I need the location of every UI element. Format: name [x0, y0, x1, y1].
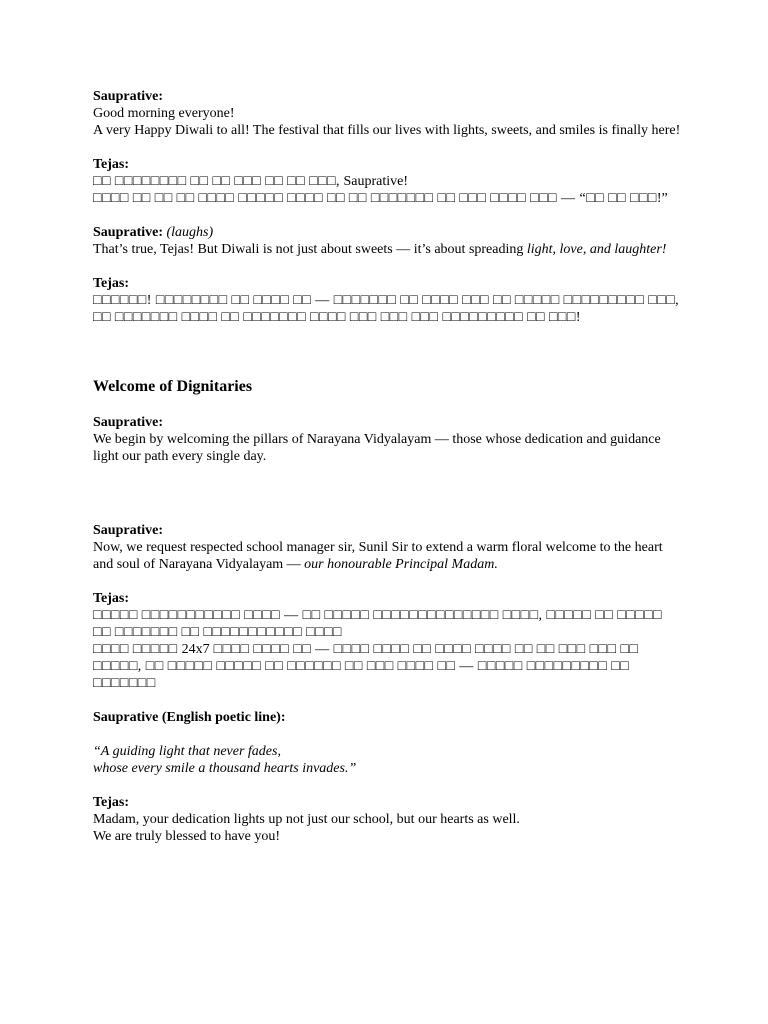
dialogue-line: Madam, your dedication lights up not just our school, but our hearts as well. — [93, 812, 520, 827]
document-body — [93, 88, 681, 862]
speaker-name: Sauprative (English poetic line): — [93, 710, 286, 725]
speaker-name: Sauprative: — [93, 415, 163, 430]
number-text: 24x7 — [181, 642, 210, 657]
dialogue-text: Now, we request respected school manager sir, Sunil Sir to extend a warm floral welcome to the heart and soul of Narayana Vidyalayam — — [93, 540, 663, 572]
emphasis-text: our honourable Principal Madam. — [304, 557, 498, 572]
dialogue-line — [93, 190, 681, 207]
hindi-text: □□□□ □□□□□ — [93, 642, 182, 657]
emphasis-text: □□□□□ □□□□□□□□□ □□ □□□□□□□ — [93, 659, 630, 691]
speaker-name: Sauprative: — [93, 89, 163, 104]
dialogue-block — [93, 275, 681, 326]
dialogue-block — [93, 88, 681, 139]
punctuation: ! — [575, 310, 581, 325]
spacer — [93, 482, 681, 522]
stage-direction: (laughs) — [163, 225, 214, 240]
dialogue-line — [93, 641, 681, 692]
quote-end: !” — [656, 191, 668, 206]
hindi-text: □□□□ □□□□ □□ — □□□□ □□□□ □□ □□□□ □□□□ □□ □□ □□□ □□□ □□ □□□□□, □□ □□□□□ □□□□□ □□ □□□□□□ □□ □□□ □□□□ □□ — — [93, 642, 639, 674]
emphasis-text: light, love, and laughter! — [526, 242, 667, 257]
dialogue-text: That’s true, Tejas! But Diwali is not just about sweets — it’s about spreading — [93, 242, 527, 257]
name-text: Sauprative! — [339, 174, 408, 189]
speaker-line — [93, 224, 681, 241]
dialogue-line — [93, 241, 681, 258]
hindi-text: □□□□ □□ □□ □□ □□□□ □□□□□ □□□□ □□ □□ □□□□□□□ □□ □□□ □□□□ □□□ — “□□ □□ □□□ — [93, 191, 657, 206]
hindi-text: □□ □□□□□□□□ □□ □□ □□□ □□ □□ □□□, — [93, 174, 340, 189]
speaker-name: Tejas: — [93, 795, 130, 810]
poetic-quote — [93, 743, 681, 777]
hindi-text: □□□□□ □□□□□□□□□□□ □□□□ — □□ □□□□□ □□□□□□□□□□□□□□ □□□□, □□□□□ □□ □□□□□ □□ □□□□□□□ □□ □□□□□□□□□□□ □□□□ — [93, 608, 662, 640]
dialogue-line — [93, 539, 681, 573]
quote-line: whose every smile a thousand hearts invades.” — [93, 761, 357, 776]
dialogue-line — [93, 173, 681, 190]
dialogue-line: A very Happy Diwali to all! The festival that fills our lives with lights, sweets, and smiles is finally here! — [93, 123, 681, 138]
spacer — [93, 343, 681, 377]
dialogue-block — [93, 414, 681, 465]
speaker-name: Tejas: — [93, 157, 130, 172]
dialogue-line — [93, 292, 681, 326]
dialogue-block — [93, 224, 681, 258]
dialogue-block — [93, 709, 681, 726]
speaker-name: Sauprative: — [93, 523, 163, 538]
dialogue-block — [93, 590, 681, 692]
hindi-text: □□□□□□! □□□□□□□□ □□ □□□□ □□ — □□□□□□□ □□ □□□□ □□□ □□ □□□□□ □□□□□□□□□ □□□, □□ □□□□□□□ □□□□ □□ □□□□□□□ □□□□ □□□ □□□ □□□ □□□□□□□□□ □□ □□□ — [93, 293, 680, 325]
speaker-name: Sauprative: — [93, 225, 163, 240]
speaker-name: Tejas: — [93, 276, 130, 291]
speaker-name: Tejas: — [93, 591, 130, 606]
dialogue-block — [93, 522, 681, 573]
section-heading: Welcome of Dignitaries — [93, 378, 253, 395]
dialogue-line: We begin by welcoming the pillars of Narayana Vidyalayam — those whose dedication and guidance light our path every single day. — [93, 432, 661, 464]
dialogue-line: Good morning everyone! — [93, 106, 235, 121]
quote-line: “A guiding light that never fades, — [93, 744, 281, 759]
dialogue-line: We are truly blessed to have you! — [93, 829, 281, 844]
dialogue-block — [93, 794, 681, 845]
dialogue-block — [93, 156, 681, 207]
